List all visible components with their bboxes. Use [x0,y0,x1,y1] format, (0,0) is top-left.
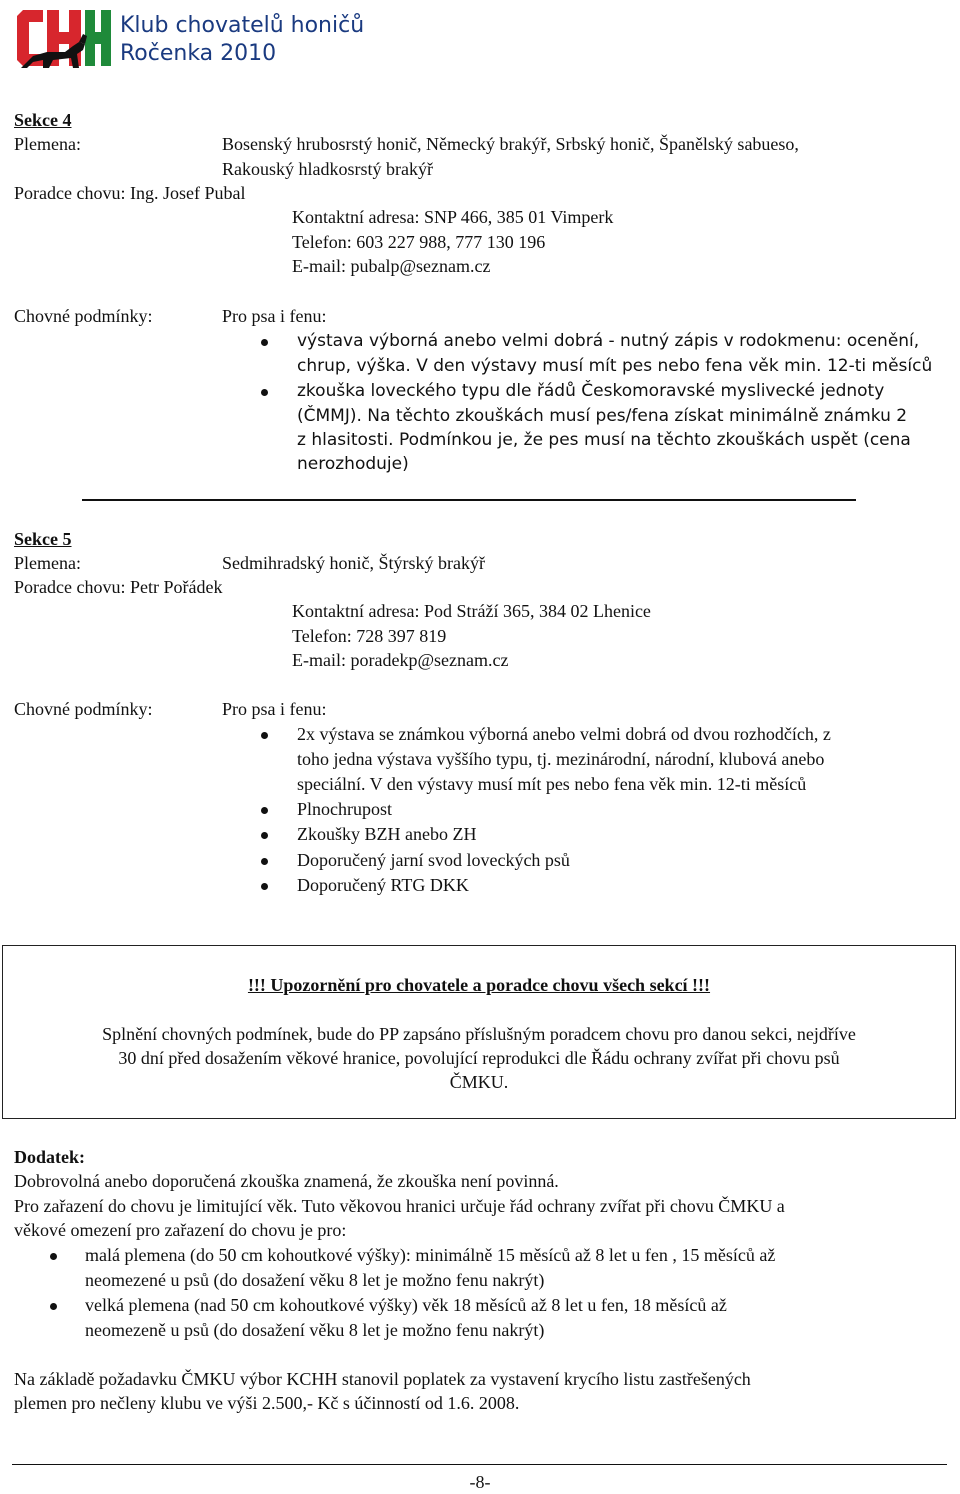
section-4-line-5: z hlasitosti. Podmínkou je, že pes musí na těchto zkouškách uspět (cena [297,430,911,450]
club-logo [13,2,113,74]
section-4-email: E-mail: pubalp@seznam.cz [292,256,491,276]
footer-rule [12,1464,947,1465]
bullet-icon [261,339,268,346]
section-5-line-2: toho jedna výstava vyššího typu, tj. mezinárodní, národní, klubová anebo [297,749,825,769]
notice-box [2,945,956,1119]
section-5-poradce: Poradce chovu: Petr Pořádek [14,577,223,597]
bullet-icon [261,858,268,865]
appendix-bullet-2-line-2: neomezeně u psů (do dosažení věku 8 let je možno fenu nakrýt) [85,1320,545,1340]
appendix-bullet-1-line-1: malá plemena (do 50 cm kohoutkové výšky): minimálně 15 měsíců až 8 let u fen , 15 měsíců až [85,1245,776,1265]
appendix-line-1: Dobrovolná anebo doporučená zkouška znamená, že zkouška není povinná. [14,1171,559,1191]
appendix-line-2: Pro zařazení do chovu je limitující věk. Tuto věkovou hranici určuje řád ochrany zvířat při chovu ČMKU a [14,1196,785,1216]
notice-line-2: 30 dní před dosažením věkové hranice, povolující reprodukci dle Řádu ochrany zvířat při chovu psů [118,1048,840,1068]
section-4-poradce: Poradce chovu: Ing. Josef Pubal [14,183,246,203]
section-5-plemena: Sedmihradský honič, Štýrský brakýř [222,553,485,573]
section-5-pro-psa: Pro psa i fenu: [222,699,327,719]
section-divider [82,499,856,501]
section-5-email: E-mail: poradekp@seznam.cz [292,650,509,670]
appendix-heading: Dodatek: [14,1147,85,1167]
section-4-line-4: (ČMMJ). Na těchto zkouškách musí pes/fena získat minimálně známku 2 [297,406,908,426]
header-title-line2: Ročenka 2010 [120,41,277,66]
section-5-line-1: 2x výstava se známkou výborná anebo velmi dobrá od dvou rozhodčích, z [297,724,831,744]
section-4-line-1: výstava výborná anebo velmi dobrá - nutný zápis v rodokmenu: ocenění, [297,331,920,351]
section-4-plemena-line2: Rakouský hladkosrstý brakýř [222,159,433,179]
section-5-line-5: Zkoušky BZH anebo ZH [297,824,477,844]
bullet-icon [50,1253,57,1260]
section-4-podminky-label: Chovné podmínky: [14,306,153,326]
section-5-telefon: Telefon: 728 397 819 [292,626,447,646]
section-5-adresa: Kontaktní adresa: Pod Stráží 365, 384 02 Lhenice [292,601,651,621]
section-4-telefon: Telefon: 603 227 988, 777 130 196 [292,232,546,252]
appendix-bullet-1-line-2: neomezené u psů (do dosažení věku 8 let je možno fenu nakrýt) [85,1270,545,1290]
appendix-para-line-2: plemen pro nečleny klubu ve výši 2.500,- Kč s účinností od 1.6. 2008. [14,1393,520,1413]
section-5-plemena-label: Plemena: [14,553,81,573]
bullet-icon [261,883,268,890]
bullet-icon [261,832,268,839]
appendix-para-line-1: Na základě požadavku ČMKU výbor KCHH stanovil poplatek za vystavení krycího listu zastřešených [14,1369,751,1389]
section-4-pro-psa: Pro psa i fenu: [222,306,327,326]
section-4-heading: Sekce 4 [14,110,72,130]
section-5-line-3: speciální. V den výstavy musí mít pes nebo fena věk min. 12-ti měsíců [297,774,807,794]
notice-line-3: ČMKU. [449,1072,509,1092]
section-4-plemena-label: Plemena: [14,134,81,154]
section-5-line-4: Plnochrupost [297,799,393,819]
section-5-podminky-label: Chovné podmínky: [14,699,153,719]
bullet-icon [50,1303,57,1310]
header-title-line1: Klub chovatelů honičů [120,13,365,38]
section-5-heading: Sekce 5 [14,529,72,549]
section-4-line-6: nerozhoduje) [297,454,409,474]
section-4-plemena-line1: Bosenský hrubosrstý honič, Německý brakýř, Srbský honič, Španělský sabueso, [222,134,799,154]
section-5-line-7: Doporučený RTG DKK [297,875,469,895]
section-4-line-3: zkouška loveckého typu dle řádů Českomoravské myslivecké jednoty [297,381,885,401]
appendix-bullet-2-line-1: velká plemena (nad 50 cm kohoutkové výšky) věk 18 měsíců až 8 let u fen, 18 měsíců až [85,1295,727,1315]
section-4-line-2: chrup, výška. V den výstavy musí mít pes nebo fena věk min. 12-ti měsíců [297,356,933,376]
bullet-icon [261,732,268,739]
notice-line-1: Splnění chovných podmínek, bude do PP zapsáno příslušným poradcem chovu pro danou sekci, nejdříve [102,1024,856,1044]
appendix-line-3: věkové omezení pro zařazení do chovu je pro: [14,1220,347,1240]
bullet-icon [261,807,268,814]
notice-title: !!! Upozornění pro chovatele a poradce chovu všech sekcí !!! [247,975,711,995]
section-5-line-6: Doporučený jarní svod loveckých psů [297,850,570,870]
bullet-icon [261,389,268,396]
section-4-adresa: Kontaktní adresa: SNP 466, 385 01 Vimperk [292,207,614,227]
page-number: -8- [469,1472,491,1492]
